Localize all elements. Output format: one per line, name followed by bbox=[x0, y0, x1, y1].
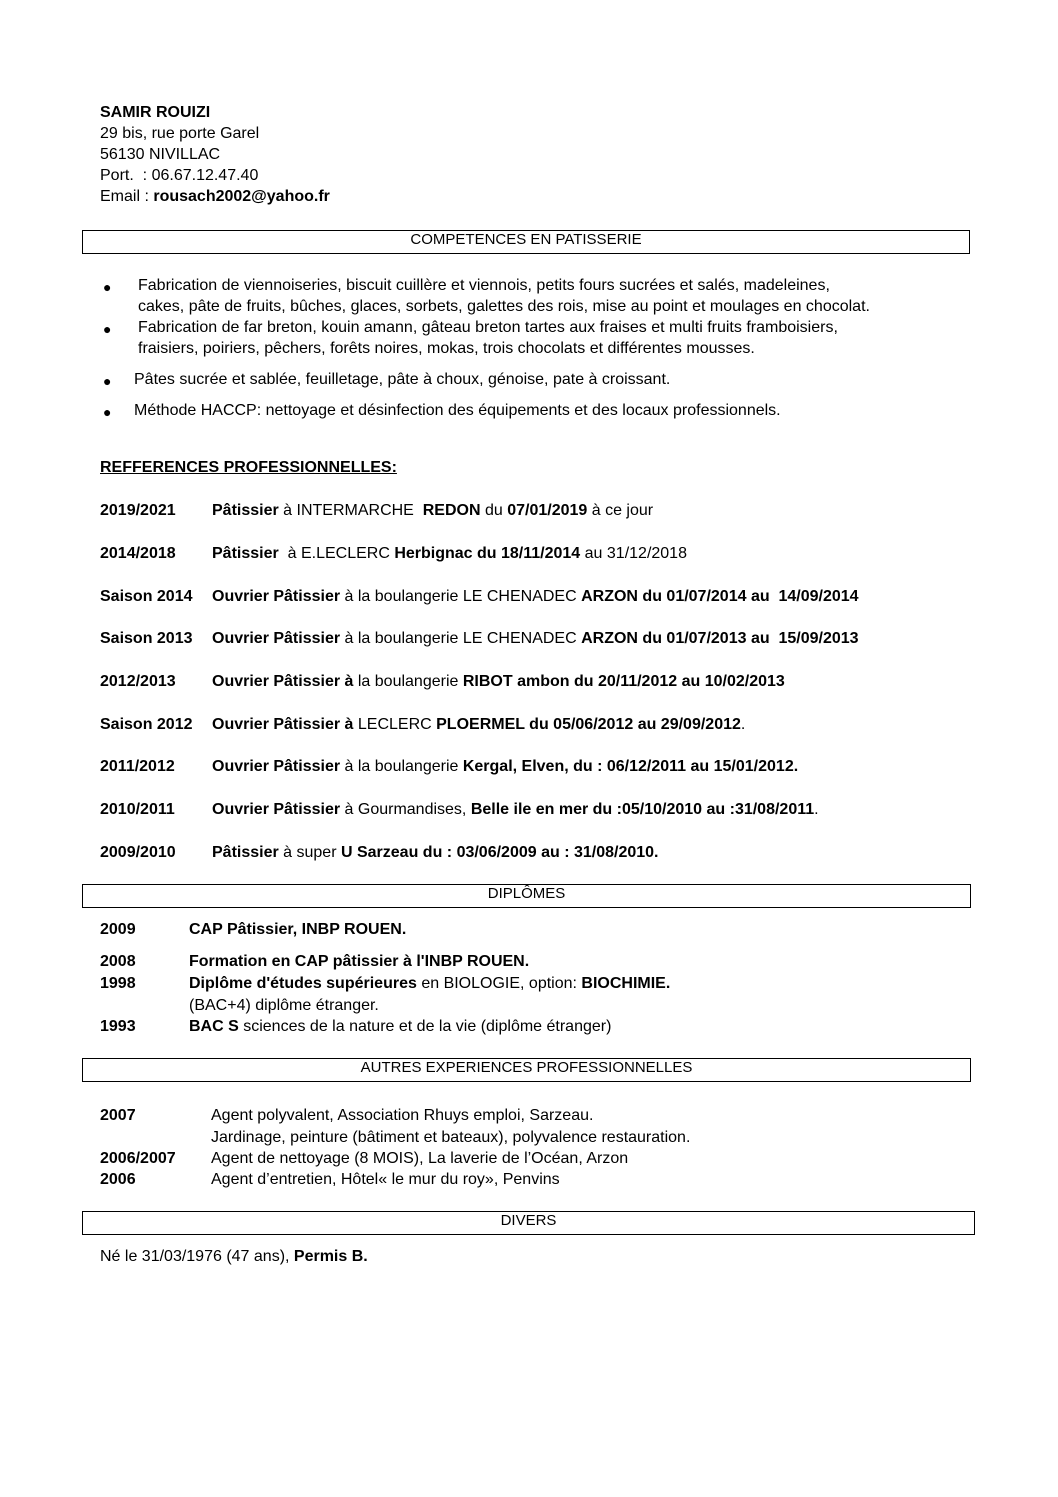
text-segment: BAC S bbox=[189, 1018, 239, 1035]
text-segment: BIOCHIMIE. bbox=[581, 975, 671, 992]
address-line-1: 29 bis, rue porte Garel bbox=[100, 125, 260, 142]
competence-item-3: Pâtes sucrée et sablée, feuilletage, pâte à choux, génoise, pate à croissant. bbox=[134, 371, 671, 388]
text-segment: à Gourmandises, bbox=[340, 801, 471, 818]
experience-description: Jardinage, peinture (bâtiment et bateaux), polyvalence restauration. bbox=[211, 1129, 691, 1146]
text-segment: Herbignac du 18/11/2014 bbox=[394, 545, 585, 562]
text-segment: Belle ile en mer du :05/10/2010 au :31/08/2011 bbox=[470, 801, 815, 818]
reference-period: 2014/2018 bbox=[100, 545, 176, 562]
experience-description: Agent polyvalent, Association Rhuys emploi, Sarzeau. bbox=[211, 1107, 594, 1124]
bullet-icon: ● bbox=[103, 321, 112, 337]
reference-description bbox=[212, 800, 819, 820]
reference-description bbox=[212, 843, 659, 863]
diplome-description bbox=[189, 996, 379, 1016]
reference-period: Saison 2014 bbox=[100, 588, 193, 605]
text-segment: à la boulangerie bbox=[340, 758, 463, 775]
text-segment: Ouvrier Pâtissier bbox=[212, 801, 341, 818]
reference-description bbox=[212, 715, 745, 735]
divers-text: Né le 31/03/1976 (47 ans), Permis B. bbox=[100, 1248, 368, 1265]
bullet-icon: ● bbox=[103, 373, 112, 389]
section-header-competences: COMPETENCES EN PATISSERIE bbox=[82, 230, 970, 254]
email-line: Email : rousach2002@yahoo.fr bbox=[100, 188, 330, 205]
text-segment: Ouvrier Pâtissier bbox=[212, 630, 341, 647]
competence-item-4: Méthode HACCP: nettoyage et désinfection des équipements et des locaux professionnels. bbox=[134, 402, 781, 419]
experience-description: Agent d’entretien, Hôtel« le mur du roy», Penvins bbox=[211, 1171, 560, 1188]
text-segment: Ouvrier Pâtissier à bbox=[212, 673, 354, 690]
section-header-diplomes: DIPLÔMES bbox=[82, 884, 971, 908]
diplome-description bbox=[189, 974, 670, 994]
diplome-year: 2009 bbox=[100, 921, 136, 938]
text-segment: CAP Pâtissier, INBP ROUEN. bbox=[189, 921, 407, 938]
reference-description bbox=[212, 672, 785, 692]
text-segment: à la boulangerie LE CHENADEC bbox=[340, 588, 582, 605]
bullet-icon: ● bbox=[103, 279, 112, 295]
diplome-year: 1993 bbox=[100, 1018, 136, 1035]
reference-period: Saison 2013 bbox=[100, 630, 193, 647]
competence-item-2-line-1: Fabrication de far breton, kouin amann, gâteau breton tartes aux fraises et multi fruits framboisiers, bbox=[138, 319, 838, 336]
text-segment: sciences de la nature et de la vie (diplôme étranger) bbox=[238, 1018, 612, 1035]
section-header-autres-experiences: AUTRES EXPERIENCES PROFESSIONNELLES bbox=[82, 1058, 971, 1082]
section-title-references: REFFERENCES PROFESSIONNELLES: bbox=[100, 459, 397, 476]
text-segment: PLOERMEL du 05/06/2012 au 29/09/2012 bbox=[436, 716, 741, 733]
text-segment: à ce jour bbox=[587, 502, 654, 519]
experience-description: Agent de nettoyage (8 MOIS), La laverie de l’Océan, Arzon bbox=[211, 1150, 629, 1167]
text-segment: Pâtissier bbox=[212, 545, 279, 562]
experience-year: 2006 bbox=[100, 1171, 136, 1188]
reference-period: 2010/2011 bbox=[100, 801, 175, 818]
diplome-description bbox=[189, 952, 529, 972]
text-segment: ARZON du 01/07/2013 au 15/09/2013 bbox=[581, 630, 859, 647]
competence-item-1-line-2: cakes, pâte de fruits, bûches, glaces, sorbets, galettes des rois, mise au point et moulages en chocolat. bbox=[138, 298, 870, 315]
text-segment: à E.LECLERC bbox=[278, 545, 395, 562]
text-segment: 07/01/2019 bbox=[507, 502, 588, 519]
reference-description bbox=[212, 501, 653, 521]
text-segment: Formation en CAP pâtissier à l'INBP ROUEN. bbox=[189, 953, 530, 970]
address-line-2: 56130 NIVILLAC bbox=[100, 146, 221, 163]
diplome-year: 1998 bbox=[100, 975, 136, 992]
experience-year: 2006/2007 bbox=[100, 1150, 176, 1167]
text-segment: à la boulangerie LE CHENADEC bbox=[340, 630, 582, 647]
reference-description bbox=[212, 544, 687, 564]
text-segment: en BIOLOGIE, option: bbox=[416, 975, 582, 992]
text-segment: au 31/12/2018 bbox=[584, 545, 687, 562]
text-segment: Ouvrier Pâtissier à bbox=[212, 716, 354, 733]
reference-description bbox=[212, 587, 859, 607]
reference-period: 2011/2012 bbox=[100, 758, 175, 775]
reference-period: Saison 2012 bbox=[100, 716, 193, 733]
competence-item-2-line-2: fraisiers, poiriers, pêchers, forêts noires, mokas, trois chocolats et différentes mousses. bbox=[138, 340, 755, 357]
text-segment: LECLERC bbox=[353, 716, 437, 733]
text-segment: (BAC+4) diplôme étranger. bbox=[189, 997, 379, 1014]
reference-description bbox=[212, 629, 859, 649]
reference-period: 2012/2013 bbox=[100, 673, 176, 690]
text-segment: Kergal, Elven, du : 06/12/2011 au 15/01/2012. bbox=[462, 758, 799, 775]
phone-line: Port. : 06.67.12.47.40 bbox=[100, 167, 259, 184]
text-segment: Ouvrier Pâtissier bbox=[212, 758, 341, 775]
bullet-icon: ● bbox=[103, 404, 112, 420]
text-segment: Pâtissier bbox=[212, 844, 279, 861]
text-segment: la boulangerie bbox=[353, 673, 463, 690]
text-segment: REDON bbox=[422, 502, 481, 519]
text-segment: U Sarzeau du : 03/06/2009 au : 31/08/2010. bbox=[340, 844, 659, 861]
section-header-divers: DIVERS bbox=[82, 1211, 975, 1235]
candidate-name: SAMIR ROUIZI bbox=[100, 104, 211, 121]
text-segment: à super bbox=[278, 844, 341, 861]
diplome-year: 2008 bbox=[100, 953, 136, 970]
text-segment: ARZON du 01/07/2014 au 14/09/2014 bbox=[581, 588, 859, 605]
competence-item-1-line-1: Fabrication de viennoiseries, biscuit cuillère et viennois, petits fours sucrées et salés, madeleines, bbox=[138, 277, 830, 294]
experience-year: 2007 bbox=[100, 1107, 136, 1124]
text-segment: Ouvrier Pâtissier bbox=[212, 588, 341, 605]
text-segment: à INTERMARCHE bbox=[278, 502, 423, 519]
text-segment: . bbox=[740, 716, 746, 733]
text-segment: du bbox=[480, 502, 508, 519]
text-segment: Diplôme d'études supérieures bbox=[189, 975, 417, 992]
reference-period: 2019/2021 bbox=[100, 502, 176, 519]
text-segment: . bbox=[814, 801, 819, 818]
reference-period: 2009/2010 bbox=[100, 844, 176, 861]
diplome-description bbox=[189, 920, 406, 940]
diplome-description bbox=[189, 1017, 611, 1037]
text-segment: RIBOT ambon du 20/11/2012 au 10/02/2013 bbox=[462, 673, 785, 690]
reference-description bbox=[212, 757, 798, 777]
text-segment: Pâtissier bbox=[212, 502, 279, 519]
